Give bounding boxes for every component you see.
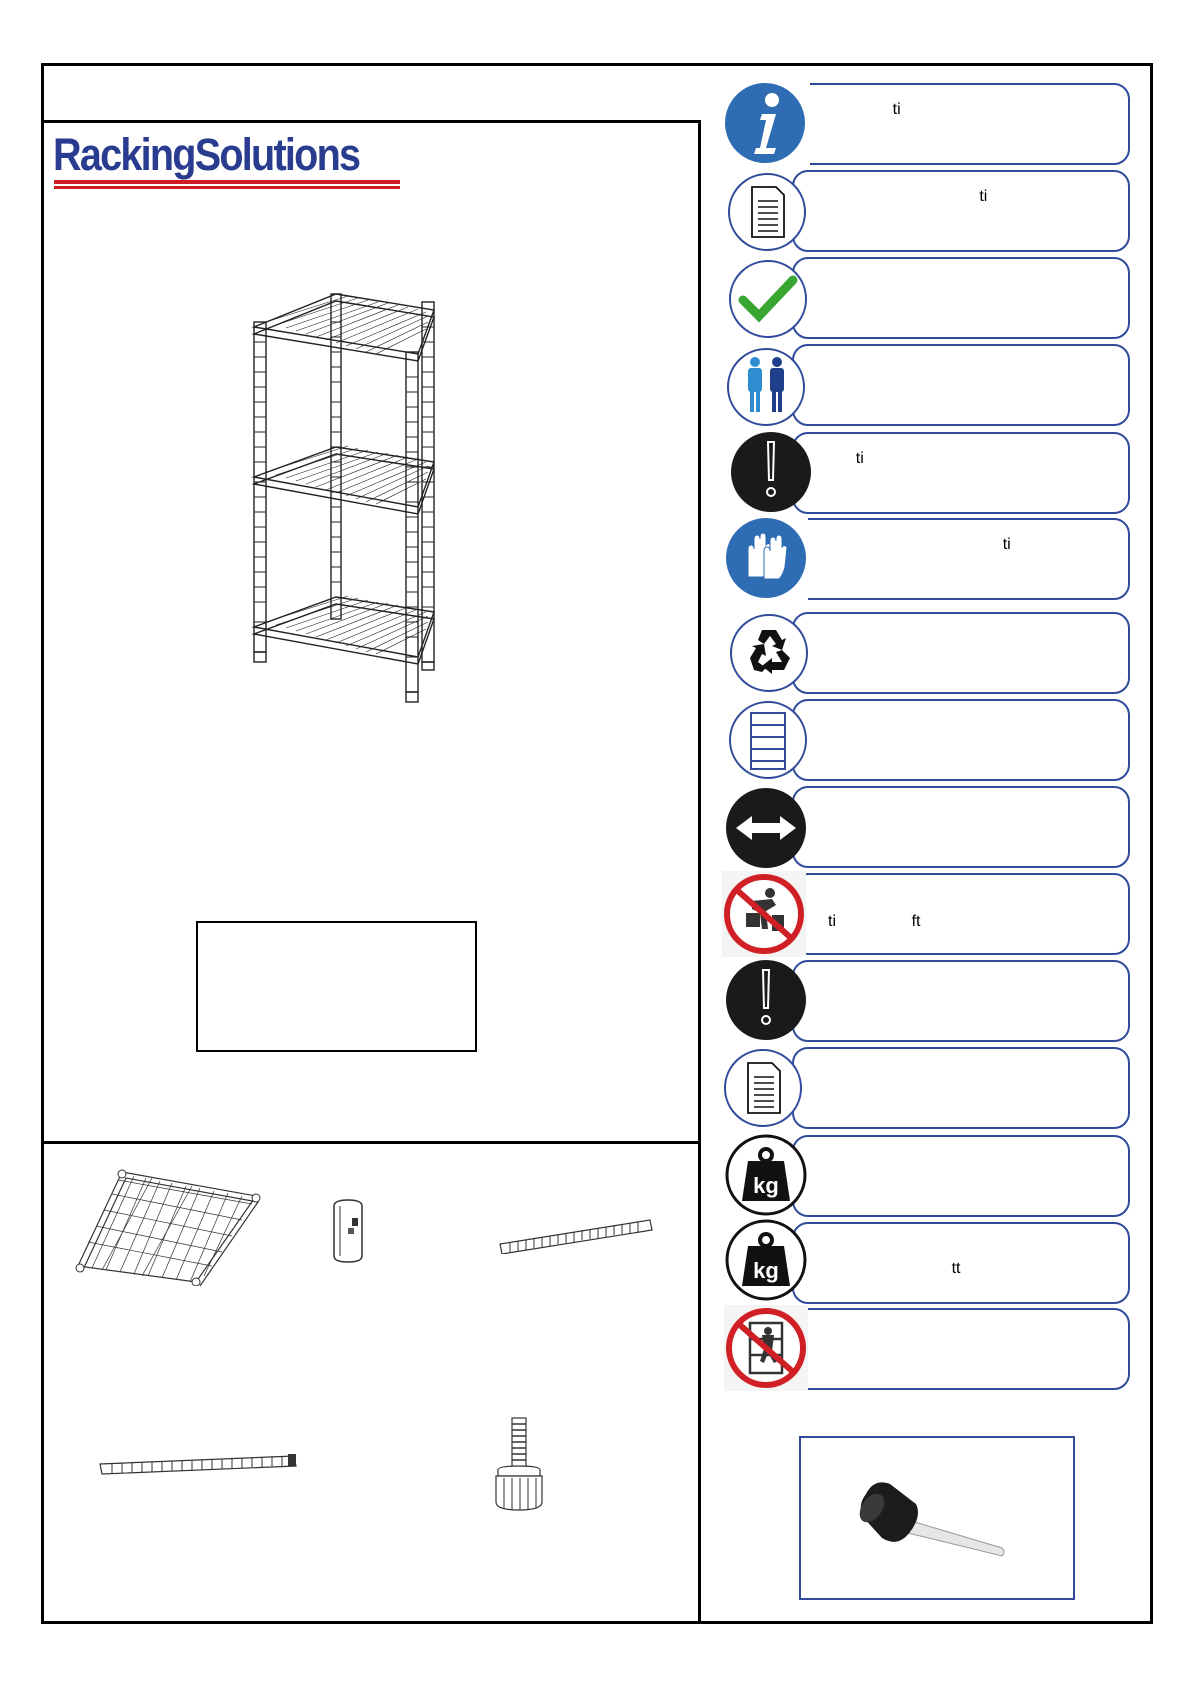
header-divider <box>41 120 701 123</box>
shelf-icon <box>727 699 809 781</box>
weight-label: kg <box>753 1258 779 1283</box>
shelving-unit-illustration <box>236 282 516 722</box>
exclamation-icon <box>724 958 808 1042</box>
info-card <box>792 960 1130 1042</box>
info-card-text: ti ft <box>828 913 921 930</box>
no-bending-lift-icon <box>722 871 806 957</box>
info-card <box>792 786 1130 868</box>
weight-kg-icon <box>724 1133 808 1217</box>
two-people-icon <box>725 346 807 428</box>
info-card-text: ti <box>846 188 988 205</box>
no-climbing-icon <box>724 1305 808 1391</box>
recycle-icon <box>728 612 810 694</box>
weight-label: kg <box>753 1173 779 1198</box>
double-arrow-icon <box>724 786 808 870</box>
info-card <box>792 1047 1130 1129</box>
short-post-icon <box>496 1214 656 1254</box>
document-icon <box>722 1047 804 1129</box>
rubber-mallet-icon <box>852 1470 1012 1570</box>
exclamation-icon <box>729 430 813 514</box>
info-card <box>792 1222 1130 1304</box>
info-card <box>792 83 1130 165</box>
info-card <box>792 612 1130 694</box>
info-icon <box>720 80 810 166</box>
sleeve-clip-icon <box>328 1198 368 1264</box>
info-card <box>792 1308 1130 1390</box>
info-card <box>792 518 1130 600</box>
checkmark-icon <box>727 258 809 340</box>
info-card <box>792 170 1130 252</box>
info-card <box>792 873 1130 955</box>
info-card <box>792 257 1130 339</box>
content-label-box <box>196 921 477 1052</box>
wire-shelf-icon <box>72 1166 262 1286</box>
info-card <box>792 1135 1130 1217</box>
info-card-text: ti <box>816 536 1011 553</box>
left-panel-right-border <box>698 120 701 1624</box>
logo-text: RackingSolutions <box>53 129 360 180</box>
info-card-text: tt <box>836 1260 961 1277</box>
logo-underline-2 <box>54 186 400 189</box>
info-card-text: ti <box>838 450 864 467</box>
parts-divider <box>41 1141 701 1144</box>
gloves-icon <box>724 515 808 601</box>
info-card <box>792 699 1130 781</box>
info-card <box>792 432 1130 514</box>
long-post-icon <box>98 1452 302 1482</box>
logo-underline <box>54 180 400 184</box>
info-card <box>792 344 1130 426</box>
document-icon <box>726 171 808 253</box>
info-card-text: ti <box>866 101 901 118</box>
leveling-foot-icon <box>484 1416 554 1512</box>
weight-kg-icon <box>724 1218 808 1302</box>
